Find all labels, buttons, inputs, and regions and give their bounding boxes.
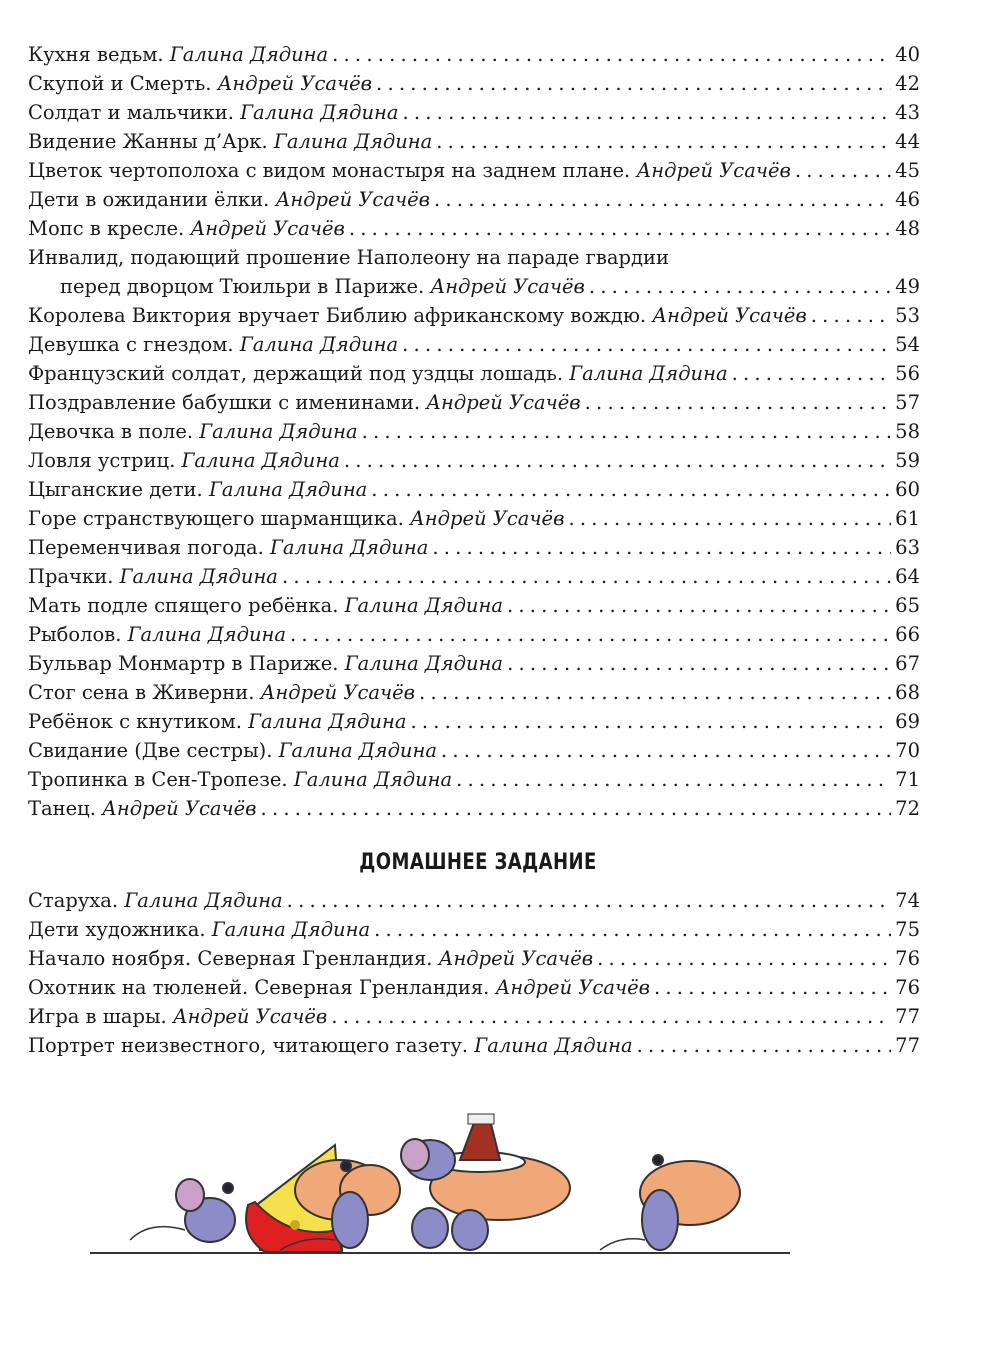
section-heading: ДОМАШНЕЕ ЗАДАНИЕ [359,850,597,875]
entry-title: Солдат и мальчики. [28,101,234,124]
entry-author: Галина Дядина [278,739,437,762]
entry-page: 76 [895,947,920,970]
dot-leader [795,156,891,185]
toc-entry[interactable] [28,562,920,591]
entry-author: Андрей Усачёв [275,188,430,211]
contents-list-homework [28,886,920,1060]
dot-leader [507,591,891,620]
entry-title: Ловля устриц. [28,449,176,472]
entry-page: 77 [895,1005,920,1028]
dot-leader [637,1031,892,1060]
entry-title: Дети художника. [28,918,206,941]
entry-title: перед дворцом Тюильри в Париже. [60,275,425,298]
entry-page: 43 [895,101,920,124]
entry-title: Ребёнок с кнутиком. [28,710,242,733]
toc-entry[interactable] [28,591,920,620]
toc-entry[interactable] [28,417,920,446]
toc-entry[interactable] [28,915,920,944]
dot-leader [376,69,891,98]
dot-leader [507,649,891,678]
toc-entry[interactable] [28,707,920,736]
entry-author: Андрей Усачёв [410,507,565,530]
entry-author: Андрей Усачёв [438,947,594,970]
entry-author: Галина Дядина [270,536,429,559]
entry-page: 53 [895,304,920,327]
entry-page: 42 [895,72,920,95]
entry-title: Портрет неизвестного, читающего газету. [28,1034,469,1057]
entry-author: Андрей Усачёв [495,976,650,999]
toc-entry[interactable] [28,1002,920,1031]
entry-author: Андрей Усачёв [172,1005,328,1028]
entry-title: Стог сена в Живерни. [28,681,255,704]
toc-entry[interactable] [28,388,920,417]
toc-entry[interactable] [28,736,920,765]
toc-entry[interactable] [28,127,920,156]
entry-title: Мопс в кресле. [28,217,185,240]
dot-leader [441,736,891,765]
toc-entry[interactable] [28,359,920,388]
entry-page: 61 [895,507,920,530]
entry-page: 71 [895,768,920,791]
entry-title: Девушка с гнездом. [28,333,234,356]
entry-title: Охотник на тюленей. Северная Гренландия. [28,976,490,999]
entry-title: Королева Виктория вручает Библию африканскому вождю. [28,304,647,327]
entry-title: Видение Жанны д’Арк. [28,130,268,153]
dot-leader [282,562,891,591]
entry-author: Галина Дядина [569,362,728,385]
toc-entry-title-line [28,243,920,272]
entry-author: Галина Дядина [199,420,358,443]
entry-title: Инвалид, подающий прошение Наполеону на параде гвардии [28,246,669,269]
entry-page: 44 [895,130,920,153]
toc-entry[interactable] [28,475,920,504]
dot-leader [371,475,891,504]
dot-leader [374,915,891,944]
entry-page: 70 [895,739,920,762]
entry-author: Андрей Усачёв [217,72,373,95]
entry-author: Галина Дядина [293,768,453,791]
entry-page: 57 [895,391,920,414]
toc-entry[interactable] [28,533,920,562]
entry-page: 60 [895,478,920,501]
entry-page: 67 [895,652,920,675]
dot-leader [589,272,891,301]
entry-title: Тропинка в Сен-Тропезе. [28,768,288,791]
dot-leader [585,388,892,417]
entry-title: Скупой и Смерть. [28,72,212,95]
entry-author: Галина Дядина [208,478,368,501]
entry-title: Французский солдат, держащий под уздцы лошадь. [28,362,564,385]
entry-page: 68 [895,681,920,704]
toc-entry[interactable] [28,446,920,475]
dot-leader [261,794,892,823]
dot-leader [410,707,891,736]
entry-author: Галина Дядина [169,43,329,66]
entry-page: 45 [895,159,920,182]
entry-author: Галина Дядина [211,918,371,941]
entry-page: 76 [895,976,920,999]
entry-author: Галина Дядина [124,889,283,912]
dot-leader [597,944,891,973]
dot-leader [419,678,891,707]
entry-title: Мать подле спящего ребёнка. [28,594,339,617]
entry-title: Кухня ведьм. [28,43,164,66]
entry-page: 40 [895,43,920,66]
entry-page: 59 [895,449,920,472]
entry-page: 66 [895,623,920,646]
entry-title: Бульвар Монмартр в Париже. [28,652,339,675]
dot-leader [436,127,891,156]
dot-leader [402,98,891,127]
entry-title: Горе странствующего шарманщика. [28,507,404,530]
toc-entry[interactable] [28,794,920,823]
entry-page: 58 [895,420,920,443]
dot-leader [362,417,892,446]
dot-leader [331,1002,891,1031]
entry-page: 69 [895,710,920,733]
entry-page: 63 [895,536,920,559]
entry-author: Андрей Усачёв [652,304,807,327]
entry-title: Девочка в поле. [28,420,194,443]
toc-entry[interactable] [28,765,920,794]
toc-entry[interactable] [28,214,920,243]
toc-entry[interactable] [28,301,920,330]
toc-entry[interactable] [28,156,920,185]
entry-page: 56 [895,362,920,385]
entry-page: 65 [895,594,920,617]
toc-entry[interactable] [28,620,920,649]
dot-leader [568,504,891,533]
toc-entry[interactable] [28,649,920,678]
entry-page: 54 [895,333,920,356]
entry-title: Цветок чертополоха с видом монастыря на заднем плане. [28,159,631,182]
entry-title: Старуха. [28,889,119,912]
toc-entry[interactable] [28,973,920,1002]
dot-leader [290,620,891,649]
toc-entry[interactable] [28,1031,920,1060]
toc-entry[interactable] [28,69,920,98]
entry-title: Танец. [28,797,96,820]
entry-page: 75 [895,918,920,941]
toc-entry[interactable] [28,185,920,214]
dot-leader [811,301,891,330]
entry-author: Галина Дядина [248,710,407,733]
toc-entry[interactable] [28,886,920,915]
entry-page: 46 [895,188,920,211]
entry-title: Дети в ожидании ёлки. [28,188,270,211]
entry-title: Цыганские дети. [28,478,203,501]
entry-author: Галина Дядина [273,130,433,153]
entry-author: Галина Дядина [474,1034,633,1057]
dot-leader [402,330,891,359]
entry-author: Галина Дядина [181,449,340,472]
entry-author: Галина Дядина [344,594,503,617]
entry-author: Галина Дядина [127,623,286,646]
entry-page: 64 [895,565,920,588]
dot-leader [287,886,892,915]
entry-title: Поздравление бабушки с именинами. [28,391,421,414]
entry-title: Свидание (Две сестры). [28,739,273,762]
entry-page: 74 [895,889,920,912]
toc-entry[interactable] [28,504,920,533]
entry-author: Андрей Усачёв [102,797,257,820]
dot-leader [434,185,891,214]
entry-title: Переменчивая погода. [28,536,264,559]
dot-leader [732,359,892,388]
entry-title: Игра в шары. [28,1005,167,1028]
toc-entry[interactable] [28,98,920,127]
mice-illustration [80,1110,800,1270]
entry-author: Андрей Усачёв [260,681,416,704]
toc-entry[interactable] [28,330,920,359]
entry-page: 48 [895,217,920,240]
entry-title: Начало ноября. Северная Гренландия. [28,947,433,970]
entry-author: Андрей Усачёв [190,217,345,240]
entry-author: Андрей Усачёв [430,275,585,298]
toc-entry[interactable] [28,272,920,301]
entry-author: Галина Дядина [119,565,278,588]
entry-author: Галина Дядина [239,333,399,356]
entry-author: Андрей Усачёв [636,159,791,182]
entry-page: 72 [895,797,920,820]
dot-leader [432,533,891,562]
toc-entry[interactable] [28,678,920,707]
entry-title: Прачки. [28,565,114,588]
entry-title: Рыболов. [28,623,122,646]
dot-leader [349,214,891,243]
entry-author: Андрей Усачёв [426,391,581,414]
entry-page: 77 [895,1034,920,1057]
toc-entry[interactable] [28,40,920,69]
dot-leader [456,765,891,794]
entry-author: Галина Дядина [240,101,399,124]
entry-page: 49 [895,275,920,298]
dot-leader [332,40,891,69]
entry-author: Галина Дядина [344,652,504,675]
dot-leader [654,973,891,1002]
toc-entry[interactable] [28,944,920,973]
dot-leader [344,446,891,475]
contents-list [28,40,920,823]
